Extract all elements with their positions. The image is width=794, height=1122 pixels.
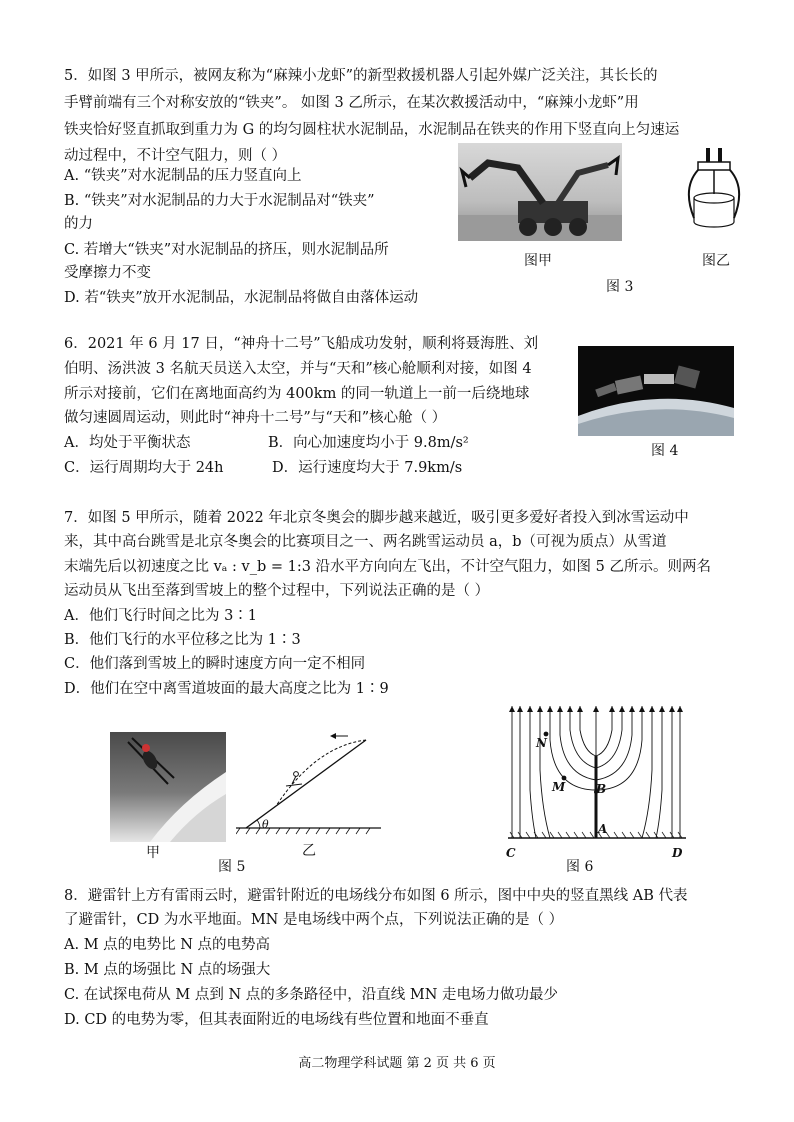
q5-option-d: D. 若“铁夹”放开水泥制品，水泥制品将做自由落体运动 <box>64 290 419 306</box>
fig6-label-n: N <box>536 736 547 750</box>
q5-stem-line-2: 手臂前端有三个对称安放的“铁夹”。 如图 3 乙所示，在某次救援活动中，“麻辣小龙虾”用 <box>64 95 639 111</box>
rescue-robot-photo <box>458 143 622 241</box>
q7-option-d: D．他们在空中离雪道坡面的最大高度之比为 1∶9 <box>64 681 389 697</box>
q5-stem-line-4: 动过程中，不计空气阻力，则（ ） <box>64 148 287 164</box>
q7-option-b: B．他们飞行的水平位移之比为 1∶3 <box>64 632 301 648</box>
fig5-caption: 图 5 <box>218 859 246 875</box>
q5-stem-line-3: 铁夹恰好竖直抓取到重力为 G 的均匀圆柱状水泥制品，水泥制品在铁夹的作用下竖直向上匀速运 <box>64 122 680 138</box>
q6-stem-line-4: 做匀速圆周运动，则此时“神舟十二号”与“天和”核心舱（ ） <box>64 410 447 426</box>
fig3-caption: 图 3 <box>606 279 634 295</box>
q8-option-c: C. 在试探电荷从 M 点到 N 点的多条路径中，沿直线 MN 走电场力做功最少 <box>64 987 559 1003</box>
q6-stem-line-3: 所示对接前，它们在离地面高约为 400km 的同一轨道上一前一后绕地球 <box>64 386 530 402</box>
q7-option-a: A．他们飞行时间之比为 3∶1 <box>64 608 258 624</box>
q5-option-c-cont: 受摩擦力不变 <box>64 265 151 281</box>
electric-field-diagram <box>506 700 688 845</box>
q6-option-a: A．均处于平衡状态 <box>64 435 191 451</box>
q7-stem-line-2: 来，其中高台跳雪是北京冬奥会的比赛项目之一、两名跳雪运动员 a，b（可视为质点）从雪道 <box>64 534 667 550</box>
q5-option-a: A. “铁夹”对水泥制品的压力竖直向上 <box>64 168 302 184</box>
q8-option-a: A. M 点的电势比 N 点的电势高 <box>64 937 271 953</box>
q8-stem-line-2: 了避雷针，CD 为水平地面。MN 是电场线中两个点，下列说法正确的是（ ） <box>64 912 564 928</box>
fig5-theta-label: θ <box>262 818 269 831</box>
fig6-label-m: M <box>552 780 566 794</box>
q7-stem-line-3: 末端先后以初速度之比 vₐ : v_b = 1:3 沿水平方向向左飞出，不计空气阻力，如图 5 乙所示。则两名 <box>64 559 711 575</box>
q8-option-d: D. CD 的电势为零，但其表面附近的电场线有些位置和地面不垂直 <box>64 1012 489 1028</box>
page-footer: 高二物理学科试题 第 2 页 共 6 页 <box>298 1056 496 1071</box>
q7-stem-line-4: 运动员从飞出至落到雪坡上的整个过程中，下列说法正确的是（ ） <box>64 583 490 599</box>
q7-stem-line-1: 7．如图 5 甲所示，随着 2022 年北京冬奥会的脚步越来越近，吸引更多爱好者投入到冰雪运动中 <box>64 510 689 526</box>
q6-option-b: B．向心加速度均小于 9.8m/s² <box>268 435 469 451</box>
fig3-yi-label: 图乙 <box>702 253 730 269</box>
space-station-photo <box>578 346 734 436</box>
q5-option-b: B. “铁夹”对水泥制品的力大于水泥制品对“铁夹” <box>64 193 375 209</box>
fig4-caption: 图 4 <box>651 443 679 459</box>
fig5-yi-label: 乙 <box>302 843 316 859</box>
q8-stem-line-1: 8．避雷针上方有雷雨云时，避雷针附近的电场线分布如图 6 所示，图中中央的竖直黑线 AB 代表 <box>64 888 688 904</box>
q6-option-c: C．运行周期均大于 24h <box>64 460 224 476</box>
q7-option-c: C．他们落到雪坡上的瞬时速度方向一定不相同 <box>64 656 366 672</box>
fig6-caption: 图 6 <box>566 859 594 875</box>
fig6-label-c: C <box>506 846 516 860</box>
q8-option-b: B. M 点的场强比 N 点的场强大 <box>64 962 271 978</box>
fig5-jia-label: 甲 <box>146 845 160 861</box>
fig6-label-d: D <box>672 846 683 860</box>
ski-jumper-photo <box>110 732 226 842</box>
fig3-jia-label: 图甲 <box>524 253 552 269</box>
q5-stem-line-1: 5．如图 3 甲所示，被网友称为“麻辣小龙虾”的新型救援机器人引起外媒广泛关注，其长长的 <box>64 68 658 84</box>
fig6-label-b: B <box>596 782 607 796</box>
q5-option-b-cont: 的力 <box>64 216 93 232</box>
q6-stem-line-1: 6．2021 年 6 月 17 日，“神舟十二号”飞船成功发射，顺利将聂海胜、刘 <box>64 336 539 352</box>
clamp-diagram <box>684 148 744 240</box>
q5-option-c: C. 若增大“铁夹”对水泥制品的挤压，则水泥制品所 <box>64 242 389 258</box>
fig6-label-a: A <box>598 822 608 836</box>
q6-option-d: D．运行速度均大于 7.9km/s <box>272 460 463 476</box>
slope-diagram <box>236 728 381 838</box>
q6-stem-line-2: 伯明、汤洪波 3 名航天员送入太空，并与“天和”核心舱顺利对接，如图 4 <box>64 361 532 377</box>
